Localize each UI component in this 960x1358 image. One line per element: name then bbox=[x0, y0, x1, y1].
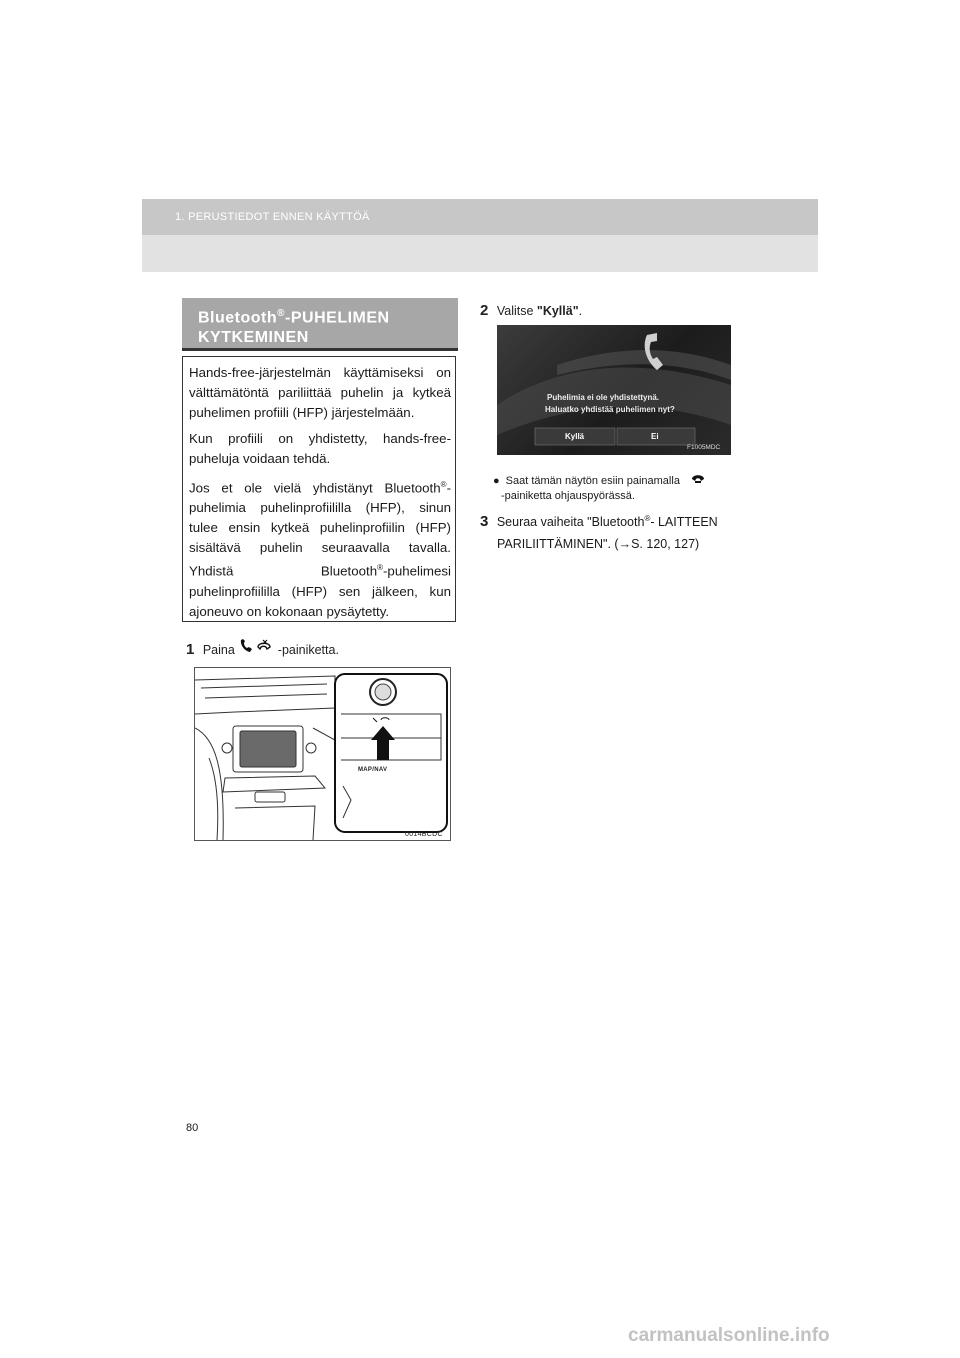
steering-phone-icon bbox=[683, 472, 713, 489]
page-number: 80 bbox=[186, 1122, 199, 1134]
intro-paragraph-2: Kun profiili on yhdistetty, hands-free-puheluja voidaan tehdä. bbox=[189, 431, 451, 466]
section-heading bbox=[182, 298, 458, 348]
step-3-text-b: - LAITTEEN bbox=[650, 515, 718, 530]
registered-mark: ® bbox=[277, 308, 286, 319]
screen-background bbox=[497, 325, 731, 455]
step-number: 2 bbox=[480, 302, 489, 319]
section-divider bbox=[182, 348, 458, 351]
dashboard-line-drawing bbox=[195, 668, 450, 840]
section-title-line2: KYTKEMINEN bbox=[198, 329, 309, 347]
section-title bbox=[198, 304, 390, 348]
bullet-line-2: -painiketta ohjauspyörässä. bbox=[501, 490, 635, 502]
connect-phone-screen bbox=[497, 325, 731, 455]
no-button[interactable]: Ei bbox=[651, 432, 659, 441]
page-reference-link[interactable]: S. 120, 127) bbox=[631, 537, 700, 552]
step-2-option: "Kyllä" bbox=[536, 304, 579, 318]
step-3-text-c: PARILIITTÄMINEN". ( bbox=[497, 537, 619, 552]
intro-box bbox=[182, 356, 456, 622]
step-3 bbox=[480, 508, 780, 555]
intro-paragraph-3 bbox=[189, 475, 451, 622]
step-3-text-a: Seuraa vaiheita "Bluetooth bbox=[496, 515, 645, 530]
intro-p3-part1: Jos et ole vielä yhdistänyt Bluetooth bbox=[189, 480, 441, 496]
intro-p3-part2: -puhelimia puhelinprofiililla (HFP), sinun tulee ensin kytkeä puhelinprofiilin (HFP) sisältävä puhelin seuraavalla tavalla. Yhdistä Bluetooth bbox=[189, 480, 451, 579]
chapter-title: 1. PERUSTIEDOT ENNEN KÄYTTÖÄ bbox=[175, 211, 370, 223]
step-1-text-pre: Paina bbox=[202, 643, 235, 657]
intro-paragraph-1: Hands-free-järjestelmän käyttämiseksi on välttämätöntä pariliittää puhelin ja kytkeä puhelimen profiili (HFP) järjestelmään. bbox=[189, 365, 451, 420]
bullet-icon: ● bbox=[493, 475, 500, 487]
step-2 bbox=[480, 302, 582, 319]
figure-code: 0014BCDC bbox=[405, 831, 443, 838]
yes-button[interactable]: Kyllä bbox=[565, 432, 585, 441]
registered-mark: ® bbox=[440, 480, 447, 489]
phone-button-icon bbox=[238, 638, 274, 657]
step-number: 1 bbox=[186, 641, 195, 658]
section-title-brand: Bluetooth bbox=[198, 309, 278, 327]
bullet-note bbox=[493, 472, 763, 504]
screen-message-line-1: Puhelimia ei ole yhdistettynä. bbox=[547, 393, 660, 402]
step-2-text-post: . bbox=[578, 304, 583, 318]
registered-mark: ® bbox=[644, 514, 651, 523]
step-number: 3 bbox=[480, 513, 489, 531]
dashboard-illustration bbox=[194, 667, 451, 841]
bullet-line-1: Saat tämän näytön esiin painamalla bbox=[505, 475, 680, 487]
figure-code: F1005MDC bbox=[687, 444, 721, 451]
arrow-icon: → bbox=[618, 537, 632, 552]
step-1-text-post: -painiketta. bbox=[277, 643, 339, 657]
step-2-text-pre: Valitse bbox=[496, 304, 534, 318]
map-nav-label: MAP/NAV bbox=[358, 767, 388, 773]
step-1 bbox=[186, 638, 339, 658]
watermark: carmanualsonline.info bbox=[628, 1325, 830, 1346]
screen-message-line-2: Haluatko yhdistää puhelimen nyt? bbox=[545, 405, 675, 414]
intro-p3-part3: -puhelimesi puhelinprofiililla (HFP) sen jälkeen, kun ajoneuvo on kokonaan pysäytetty. bbox=[189, 563, 451, 619]
registered-mark: ® bbox=[377, 563, 383, 573]
chapter-header-bar bbox=[142, 199, 818, 235]
section-title-rest: -PUHELIMEN bbox=[285, 309, 390, 327]
chapter-header bbox=[142, 199, 818, 272]
